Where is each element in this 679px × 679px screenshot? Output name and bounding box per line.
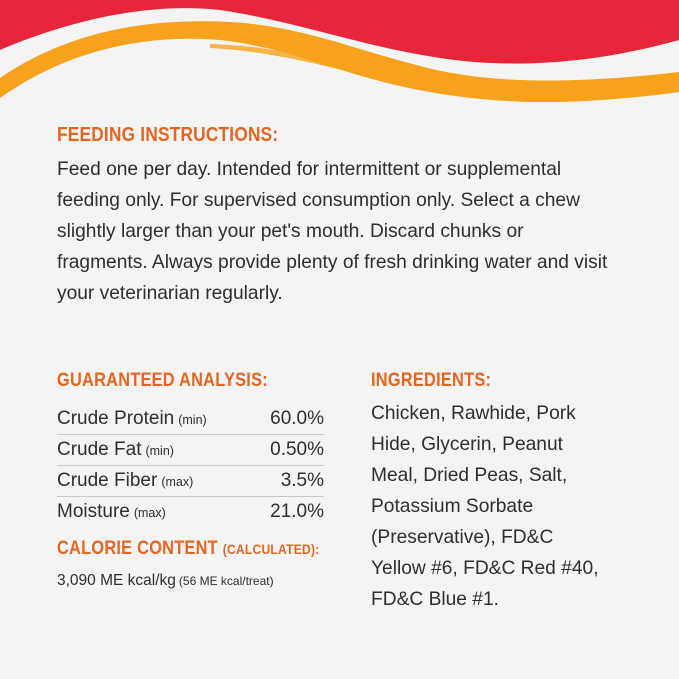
analysis-qualifier: (min) bbox=[145, 444, 174, 458]
calorie-content-value: 3,090 ME kcal/kg (56 ME kcal/treat) bbox=[57, 572, 274, 589]
calorie-content-subheading: (CALCULATED): bbox=[222, 541, 320, 557]
guaranteed-analysis-heading: GUARANTEED ANALYSIS: bbox=[57, 370, 268, 391]
analysis-row-fiber bbox=[57, 466, 324, 497]
analysis-value: 0.50% bbox=[270, 439, 324, 460]
analysis-row-protein bbox=[57, 404, 324, 435]
analysis-label: Crude Fat (min) bbox=[57, 439, 174, 460]
analysis-label: Crude Protein (min) bbox=[57, 408, 207, 429]
decorative-wave-banner bbox=[0, 0, 679, 110]
calorie-per-treat: (56 ME kcal/treat) bbox=[178, 574, 274, 588]
analysis-label: Crude Fiber (max) bbox=[57, 470, 194, 491]
guaranteed-analysis-table bbox=[57, 404, 324, 527]
analysis-label: Moisture (max) bbox=[57, 501, 166, 522]
analysis-value: 21.0% bbox=[270, 501, 324, 522]
analysis-row-fat bbox=[57, 435, 324, 466]
analysis-value: 60.0% bbox=[270, 408, 324, 429]
analysis-qualifier: (min) bbox=[178, 413, 207, 427]
ingredients-heading: INGREDIENTS: bbox=[371, 370, 492, 391]
analysis-row-moisture bbox=[57, 497, 324, 527]
feeding-instructions-text: Feed one per day. Intended for intermittent or supplemental feeding only. For supervised consumption only. Select a chew slightly larger than your pet's mouth. Discard chunks or fragments. Always provide plenty of fresh drinking water and visit your veterinarian regularly. bbox=[57, 159, 608, 304]
analysis-qualifier: (max) bbox=[133, 506, 166, 520]
analysis-value: 3.5% bbox=[280, 470, 324, 491]
analysis-qualifier: (max) bbox=[161, 475, 194, 489]
feeding-instructions-heading: FEEDING INSTRUCTIONS: bbox=[57, 124, 279, 146]
ingredients-text: Chicken, Rawhide, Pork Hide, Glycerin, Peanut Meal, Dried Peas, Salt, Potassium Sorbate (Preservative), FD&C Yellow #6, FD&C Red #40, FD&C Blue #1. bbox=[371, 403, 599, 610]
calorie-content-heading: CALORIE CONTENT (CALCULATED): bbox=[57, 538, 320, 559]
